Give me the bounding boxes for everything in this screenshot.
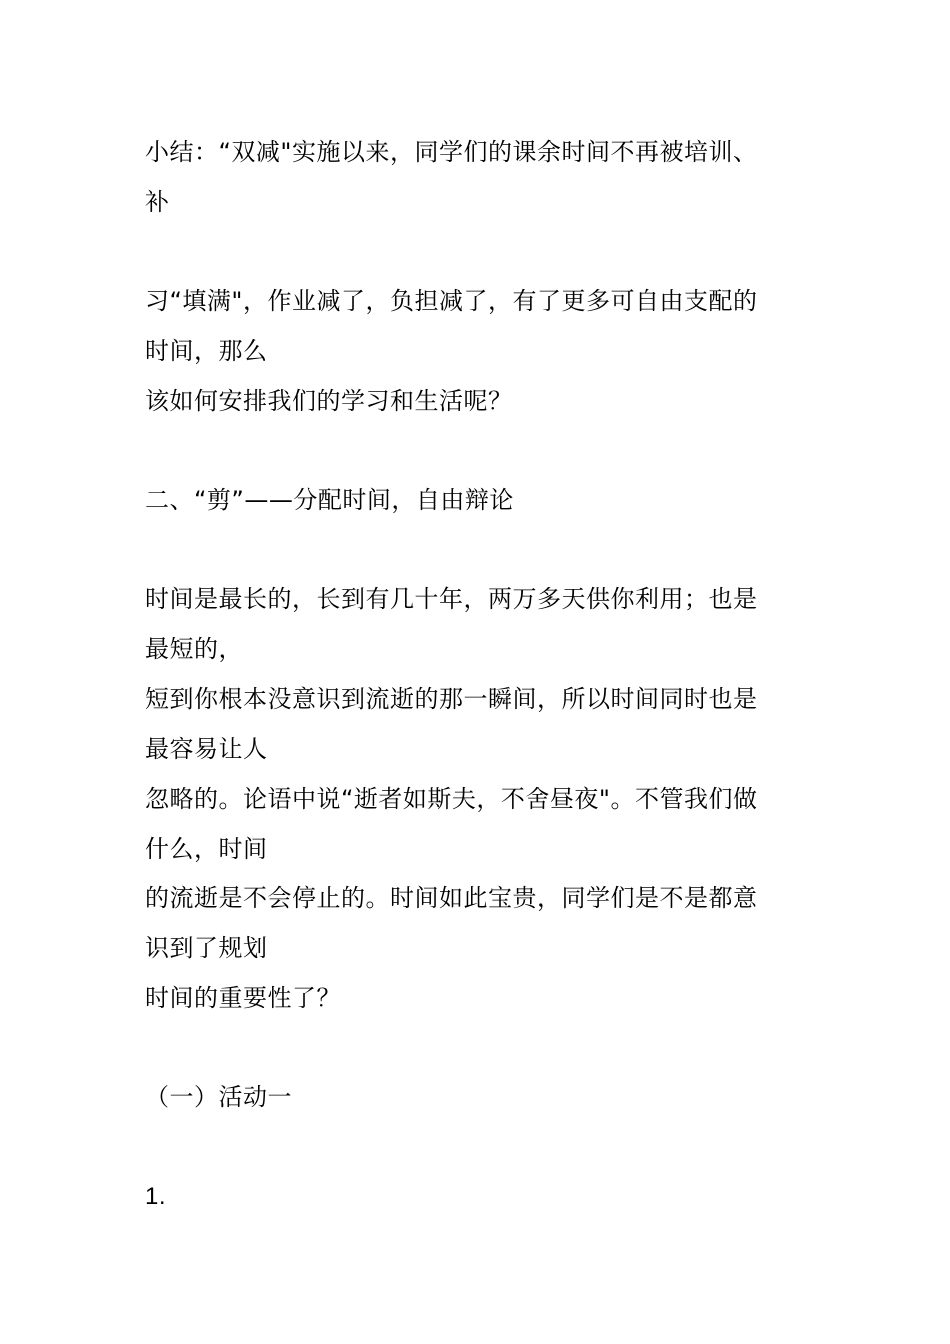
list-number: 1. <box>145 1183 167 1210</box>
summary-line-5: 该如何安排我们的学习和生活呢？ <box>145 387 513 415</box>
paragraph-line-5: 忽略的。论语中说“逝者如斯夫，不舍昼夜"。不管我们做 <box>145 785 758 813</box>
paragraph-line-7: 的流逝是不会停止的。时间如此宝贵，同学们是不是都意 <box>145 884 758 912</box>
paragraph-line-1: 时间是最长的，长到有几十年，两万多天供你利用；也是 <box>145 585 758 613</box>
subsection-heading: （一）活动一 <box>145 1083 292 1111</box>
paragraph-line-6: 什么，时间 <box>145 835 268 863</box>
paragraph-line-2: 最短的， <box>145 635 243 663</box>
paragraph-line-9: 时间的重要性了？ <box>145 984 341 1012</box>
section-heading: 二、“剪”——分配时间，自由辩论 <box>145 486 514 514</box>
paragraph-line-4: 最容易让人 <box>145 735 268 763</box>
paragraph-line-8: 识到了规划 <box>145 934 268 962</box>
summary-line-3: 习“填满"，作业减了，负担减了，有了更多可自由支配的 <box>145 287 758 315</box>
paragraph-line-3: 短到你根本没意识到流逝的那一瞬间，所以时间同时也是 <box>145 685 758 713</box>
summary-line-2: 补 <box>145 188 170 216</box>
summary-line-1: 小结：“双减"实施以来，同学们的课余时间不再被培训、 <box>145 138 758 166</box>
summary-line-4: 时间，那么 <box>145 337 268 365</box>
